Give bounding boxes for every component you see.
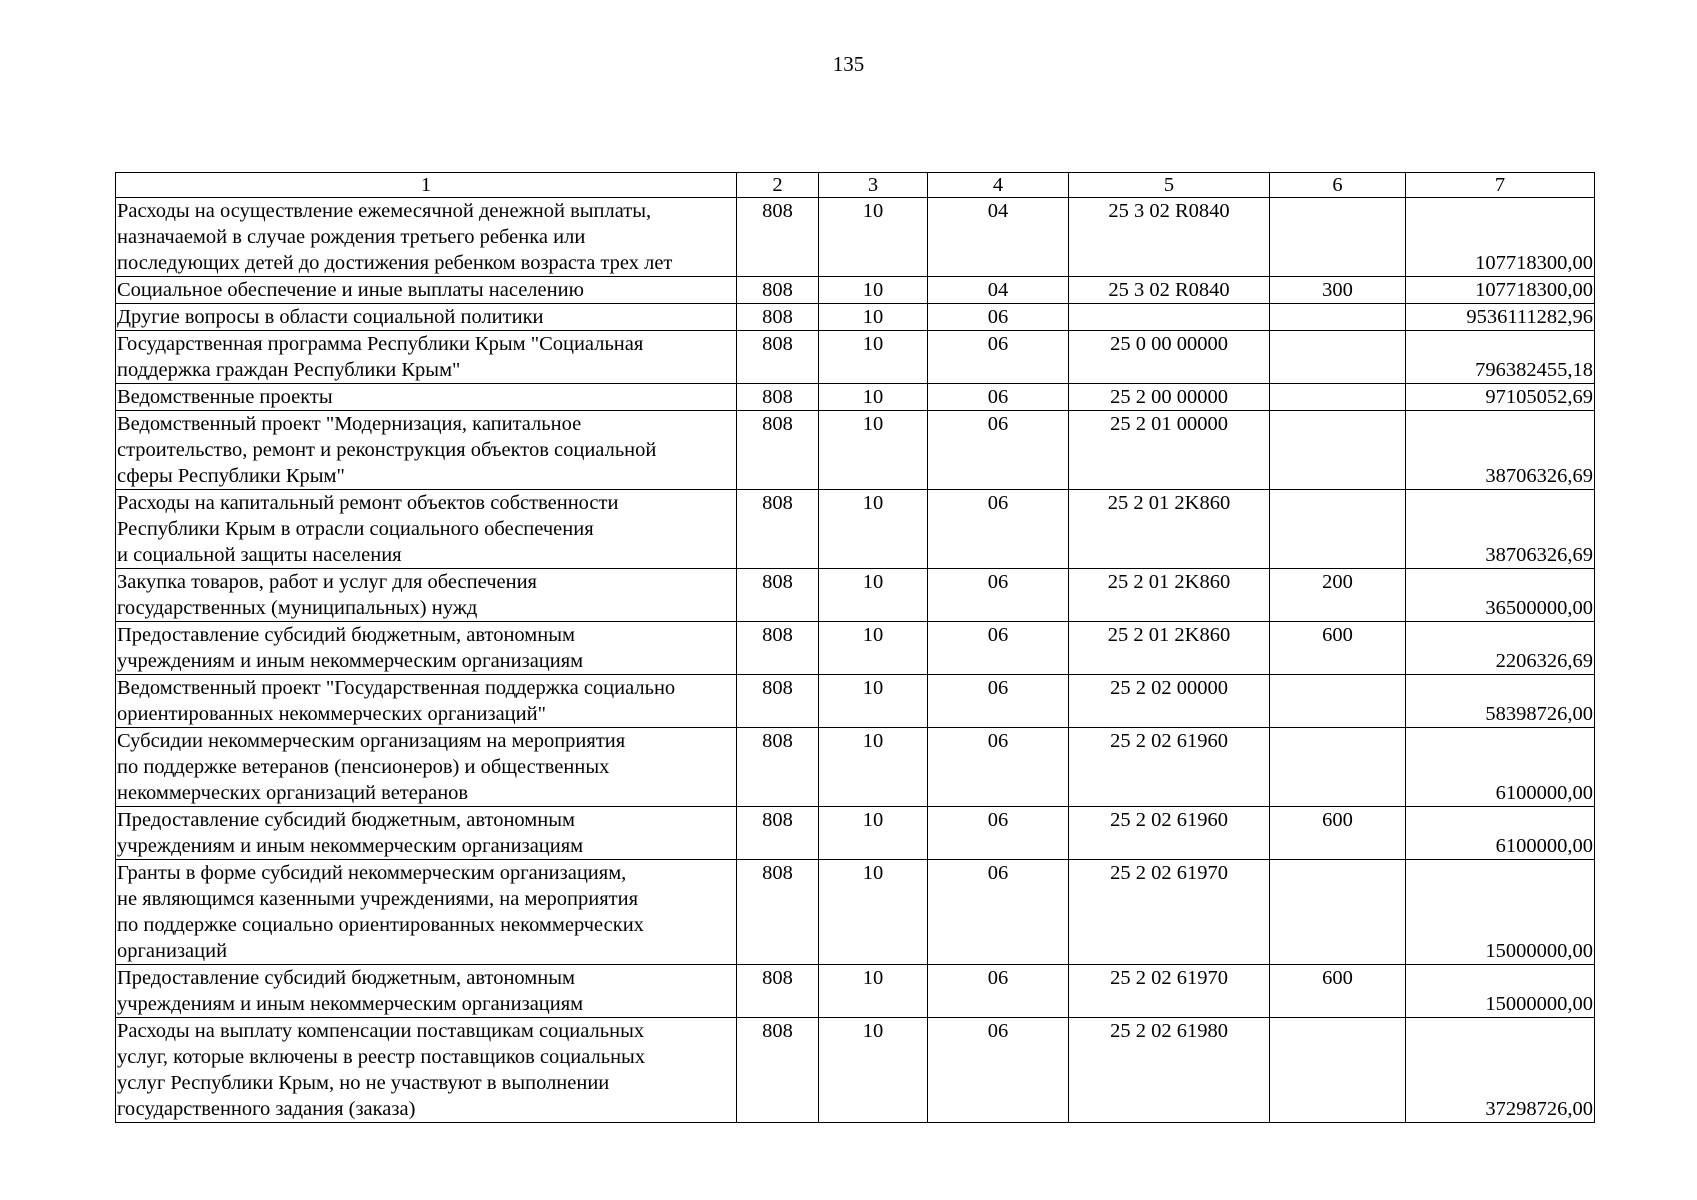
subsection-code-cell: 06 — [928, 384, 1069, 411]
subsection-code-cell: 06 — [928, 411, 1069, 490]
table-row — [116, 675, 1595, 728]
amount-cell: 58398726,00 — [1406, 675, 1595, 728]
item-name-cell: Ведомственный проект "Модернизация, капитальное строительство, ремонт и реконструкция объектов социальной сферы Республики Крым" — [116, 411, 737, 490]
amount-cell: 6100000,00 — [1406, 807, 1595, 860]
expense-type-cell — [1270, 331, 1406, 384]
section-code-cell: 10 — [819, 965, 928, 1018]
amount-cell: 15000000,00 — [1406, 965, 1595, 1018]
column-number-row — [116, 173, 1595, 198]
expense-type-cell: 300 — [1270, 277, 1406, 304]
amount-cell: 36500000,00 — [1406, 569, 1595, 622]
expense-type-cell — [1270, 860, 1406, 965]
ministry-code-cell: 808 — [737, 860, 819, 965]
section-code-cell: 10 — [819, 1018, 928, 1123]
expense-type-cell — [1270, 198, 1406, 277]
target-article-cell: 25 0 00 00000 — [1069, 331, 1270, 384]
amount-cell: 15000000,00 — [1406, 860, 1595, 965]
table-row — [116, 198, 1595, 277]
target-article-cell: 25 3 02 R0840 — [1069, 198, 1270, 277]
subsection-code-cell: 06 — [928, 304, 1069, 331]
amount-cell: 6100000,00 — [1406, 728, 1595, 807]
item-name-cell: Расходы на капитальный ремонт объектов собственности Республики Крым в отрасли социального обеспечения и социальной защиты населения — [116, 490, 737, 569]
section-code-cell: 10 — [819, 728, 928, 807]
column-header: 6 — [1270, 173, 1406, 198]
item-name-cell: Расходы на осуществление ежемесячной денежной выплаты, назначаемой в случае рождения третьего ребенка или последующих детей до достижения ребенком возраста трех лет — [116, 198, 737, 277]
budget-table — [115, 172, 1595, 1123]
section-code-cell: 10 — [819, 569, 928, 622]
table-row — [116, 277, 1595, 304]
section-code-cell: 10 — [819, 807, 928, 860]
subsection-code-cell: 04 — [928, 198, 1069, 277]
ministry-code-cell: 808 — [737, 1018, 819, 1123]
table-row — [116, 622, 1595, 675]
section-code-cell: 10 — [819, 384, 928, 411]
ministry-code-cell: 808 — [737, 675, 819, 728]
subsection-code-cell: 06 — [928, 331, 1069, 384]
table-row — [116, 304, 1595, 331]
subsection-code-cell: 06 — [928, 622, 1069, 675]
table-row — [116, 807, 1595, 860]
target-article-cell: 25 2 02 61960 — [1069, 807, 1270, 860]
expense-type-cell — [1270, 1018, 1406, 1123]
expense-type-cell — [1270, 675, 1406, 728]
ministry-code-cell: 808 — [737, 304, 819, 331]
subsection-code-cell: 06 — [928, 807, 1069, 860]
ministry-code-cell: 808 — [737, 411, 819, 490]
expense-type-cell — [1270, 728, 1406, 807]
expense-type-cell — [1270, 304, 1406, 331]
amount-cell: 37298726,00 — [1406, 1018, 1595, 1123]
table-row — [116, 331, 1595, 384]
item-name-cell: Ведомственный проект "Государственная поддержка социально ориентированных некоммерческих организаций" — [116, 675, 737, 728]
section-code-cell: 10 — [819, 304, 928, 331]
section-code-cell: 10 — [819, 490, 928, 569]
target-article-cell: 25 2 01 00000 — [1069, 411, 1270, 490]
item-name-cell: Государственная программа Республики Крым "Социальная поддержка граждан Республики Крым" — [116, 331, 737, 384]
table-row — [116, 1018, 1595, 1123]
subsection-code-cell: 06 — [928, 1018, 1069, 1123]
column-header: 2 — [737, 173, 819, 198]
item-name-cell: Субсидии некоммерческим организациям на мероприятия по поддержке ветеранов (пенсионеров) и общественных некоммерческих организаций ветеранов — [116, 728, 737, 807]
expense-type-cell: 600 — [1270, 965, 1406, 1018]
ministry-code-cell: 808 — [737, 198, 819, 277]
table-row — [116, 384, 1595, 411]
target-article-cell: 25 2 01 2K860 — [1069, 490, 1270, 569]
item-name-cell: Другие вопросы в области социальной политики — [116, 304, 737, 331]
expense-type-cell — [1270, 411, 1406, 490]
item-name-cell: Ведомственные проекты — [116, 384, 737, 411]
subsection-code-cell: 06 — [928, 860, 1069, 965]
page-number: 135 — [832, 52, 865, 76]
ministry-code-cell: 808 — [737, 965, 819, 1018]
amount-cell: 796382455,18 — [1406, 331, 1595, 384]
target-article-cell: 25 3 02 R0840 — [1069, 277, 1270, 304]
item-name-cell: Предоставление субсидий бюджетным, автономным учреждениям и иным некоммерческим организациям — [116, 965, 737, 1018]
target-article-cell: 25 2 02 61970 — [1069, 860, 1270, 965]
ministry-code-cell: 808 — [737, 384, 819, 411]
amount-cell: 38706326,69 — [1406, 411, 1595, 490]
target-article-cell: 25 2 02 00000 — [1069, 675, 1270, 728]
column-header: 5 — [1069, 173, 1270, 198]
table-row — [116, 569, 1595, 622]
ministry-code-cell: 808 — [737, 331, 819, 384]
amount-cell: 107718300,00 — [1406, 198, 1595, 277]
ministry-code-cell: 808 — [737, 277, 819, 304]
table-row — [116, 860, 1595, 965]
subsection-code-cell: 06 — [928, 569, 1069, 622]
item-name-cell: Социальное обеспечение и иные выплаты населению — [116, 277, 737, 304]
table-row — [116, 965, 1595, 1018]
ministry-code-cell: 808 — [737, 622, 819, 675]
item-name-cell: Закупка товаров, работ и услуг для обеспечения государственных (муниципальных) нужд — [116, 569, 737, 622]
subsection-code-cell: 06 — [928, 490, 1069, 569]
ministry-code-cell: 808 — [737, 728, 819, 807]
item-name-cell: Предоставление субсидий бюджетным, автономным учреждениям и иным некоммерческим организациям — [116, 622, 737, 675]
ministry-code-cell: 808 — [737, 569, 819, 622]
subsection-code-cell: 06 — [928, 728, 1069, 807]
target-article-cell: 25 2 00 00000 — [1069, 384, 1270, 411]
column-header: 4 — [928, 173, 1069, 198]
expense-type-cell: 600 — [1270, 622, 1406, 675]
subsection-code-cell: 04 — [928, 277, 1069, 304]
ministry-code-cell: 808 — [737, 807, 819, 860]
section-code-cell: 10 — [819, 411, 928, 490]
amount-cell: 38706326,69 — [1406, 490, 1595, 569]
table-row — [116, 728, 1595, 807]
expense-type-cell: 600 — [1270, 807, 1406, 860]
amount-cell: 2206326,69 — [1406, 622, 1595, 675]
target-article-cell: 25 2 02 61960 — [1069, 728, 1270, 807]
target-article-cell: 25 2 01 2K860 — [1069, 622, 1270, 675]
section-code-cell: 10 — [819, 198, 928, 277]
section-code-cell: 10 — [819, 277, 928, 304]
target-article-cell: 25 2 02 61970 — [1069, 965, 1270, 1018]
item-name-cell: Расходы на выплату компенсации поставщикам социальных услуг, которые включены в реестр поставщиков социальных услуг Республики Крым, но не участвуют в выполнении государственного задания (заказа) — [116, 1018, 737, 1123]
column-header: 3 — [819, 173, 928, 198]
target-article-cell — [1069, 304, 1270, 331]
expense-type-cell — [1270, 490, 1406, 569]
amount-cell: 107718300,00 — [1406, 277, 1595, 304]
target-article-cell: 25 2 02 61980 — [1069, 1018, 1270, 1123]
amount-cell: 97105052,69 — [1406, 384, 1595, 411]
section-code-cell: 10 — [819, 675, 928, 728]
target-article-cell: 25 2 01 2K860 — [1069, 569, 1270, 622]
section-code-cell: 10 — [819, 860, 928, 965]
table-row — [116, 411, 1595, 490]
ministry-code-cell: 808 — [737, 490, 819, 569]
section-code-cell: 10 — [819, 622, 928, 675]
column-header: 7 — [1406, 173, 1595, 198]
column-header: 1 — [116, 173, 737, 198]
subsection-code-cell: 06 — [928, 675, 1069, 728]
item-name-cell: Предоставление субсидий бюджетным, автономным учреждениям и иным некоммерческим организациям — [116, 807, 737, 860]
expense-type-cell: 200 — [1270, 569, 1406, 622]
item-name-cell: Гранты в форме субсидий некоммерческим организациям, не являющимся казенными учреждениями, на мероприятия по поддержке социально ориентированных некоммерческих организаций — [116, 860, 737, 965]
section-code-cell: 10 — [819, 331, 928, 384]
subsection-code-cell: 06 — [928, 965, 1069, 1018]
amount-cell: 9536111282,96 — [1406, 304, 1595, 331]
table-row — [116, 490, 1595, 569]
expense-type-cell — [1270, 384, 1406, 411]
